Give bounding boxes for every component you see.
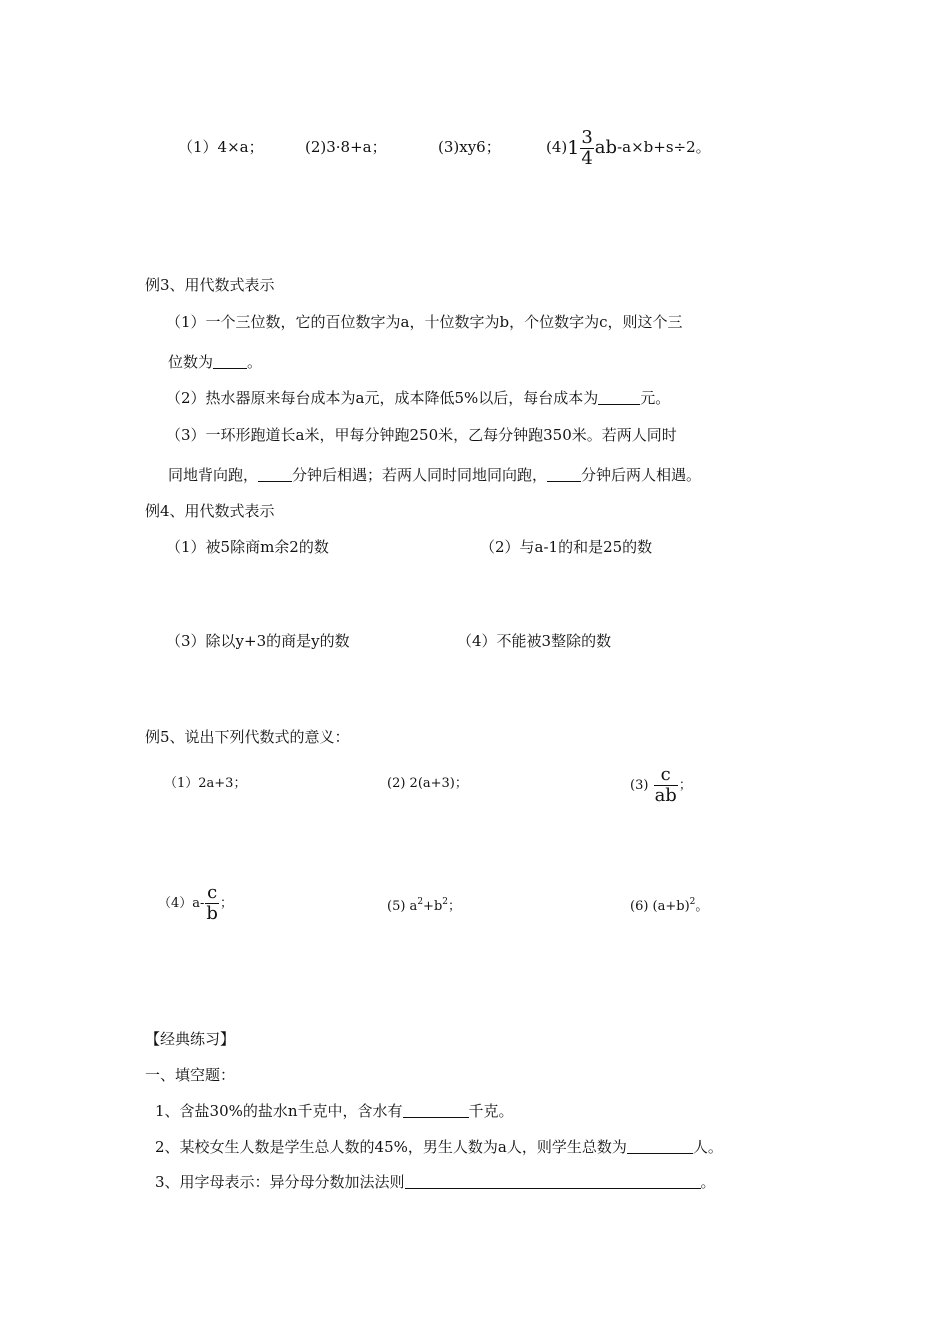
fraction-denominator: ab bbox=[654, 785, 677, 806]
fraction-3-4 bbox=[580, 126, 593, 169]
practice-heading: 【经典练习】 bbox=[145, 1030, 236, 1048]
example-4-q1: （1）被5除商m余2的数 bbox=[166, 538, 329, 556]
q4-label: （4）a- bbox=[158, 896, 205, 911]
practice-item-2 bbox=[155, 1137, 723, 1157]
item-4-ab: ab bbox=[594, 137, 618, 158]
q3-label: (3) bbox=[630, 778, 649, 793]
answer-blank[interactable] bbox=[258, 467, 292, 482]
fraction-c-over-b bbox=[205, 884, 219, 923]
q2-end: 元。 bbox=[640, 389, 671, 407]
q5-tail: ； bbox=[448, 899, 462, 914]
fraction-numerator: c bbox=[207, 882, 218, 903]
answer-blank[interactable] bbox=[403, 1103, 469, 1118]
practice-item-3 bbox=[155, 1172, 716, 1192]
answer-blank[interactable] bbox=[547, 467, 581, 482]
example-5-q2: (2) 2(a+3)； bbox=[387, 776, 468, 791]
item-3: (3)xy6； bbox=[438, 138, 501, 156]
q5-text: +b bbox=[423, 899, 443, 914]
fraction-denominator: 4 bbox=[581, 147, 593, 169]
example-5-q6 bbox=[630, 892, 708, 917]
exponent: 2 bbox=[689, 897, 696, 907]
example-4-title: 例4、用代数式表示 bbox=[145, 502, 275, 520]
example-5-q5 bbox=[387, 892, 461, 917]
exponent: 2 bbox=[442, 897, 448, 907]
item-1: （1）4×a； bbox=[178, 138, 264, 156]
item-2-end: 人。 bbox=[692, 1138, 723, 1156]
fraction-denominator: b bbox=[206, 903, 218, 924]
fraction-c-over-ab bbox=[654, 766, 678, 805]
q3-text-2: 分钟后相遇；若两人同时同地同向跑， bbox=[292, 466, 548, 484]
q1-text: 位数为 bbox=[168, 353, 214, 371]
example-3-q1-line2 bbox=[168, 352, 262, 372]
example-5-q3 bbox=[630, 766, 692, 805]
mixed-whole: 1 bbox=[567, 137, 580, 159]
item-2: (2)3·8+a； bbox=[305, 138, 387, 156]
q2-text: （2）热水器原来每台成本为a元，成本降低5%以后，每台成本为 bbox=[166, 389, 599, 407]
answer-blank[interactable] bbox=[213, 354, 247, 369]
example-3-q1-line1: （1）一个三位数，它的百位数字为a，十位数字为b，个位数字为c，则这个三 bbox=[166, 313, 683, 331]
answer-blank[interactable] bbox=[598, 390, 640, 405]
item-4-tail: -a×b+s÷2。 bbox=[617, 138, 711, 156]
example-3-q2 bbox=[166, 388, 670, 408]
practice-item-1 bbox=[155, 1101, 514, 1121]
item-4 bbox=[546, 127, 711, 168]
item-1-text: 1、含盐30%的盐水n千克中，含水有 bbox=[155, 1102, 403, 1120]
q6-tail: 。 bbox=[695, 899, 709, 914]
fraction-numerator: c bbox=[660, 764, 671, 785]
item-3-text: 3、用字母表示：异分母分数加法法则 bbox=[155, 1173, 405, 1191]
item-3-end: 。 bbox=[700, 1173, 716, 1191]
example-5-q4 bbox=[158, 884, 233, 923]
example-4-q2: （2）与a-1的和是25的数 bbox=[480, 538, 653, 556]
example-5-title: 例5、说出下列代数式的意义： bbox=[145, 728, 350, 746]
item-4-label: (4) bbox=[546, 138, 568, 156]
q1-end: 。 bbox=[247, 353, 263, 371]
example-3-q3-line2 bbox=[168, 465, 701, 485]
example-4-q3: （3）除以y+3的商是y的数 bbox=[166, 632, 350, 650]
q4-tail: ； bbox=[219, 896, 233, 911]
fill-in-section-title: 一、填空题： bbox=[145, 1066, 236, 1084]
q3-text-3: 分钟后两人相遇。 bbox=[581, 466, 702, 484]
answer-blank[interactable] bbox=[627, 1139, 693, 1154]
example-4-q4: （4）不能被3整除的数 bbox=[457, 632, 612, 650]
example-3-title: 例3、用代数式表示 bbox=[145, 276, 275, 294]
item-1-end: 千克。 bbox=[468, 1102, 514, 1120]
q5-text: (5) a bbox=[387, 899, 418, 914]
q3-text-1: 同地背向跑， bbox=[168, 466, 259, 484]
q3-tail: ； bbox=[678, 778, 692, 793]
example-3-q3-line1: （3）一环形跑道长a米，甲每分钟跑250米，乙每分钟跑350米。若两人同时 bbox=[166, 426, 677, 444]
example-5-q1: （1）2a+3； bbox=[164, 776, 247, 791]
answer-blank[interactable] bbox=[405, 1174, 701, 1189]
exponent: 2 bbox=[417, 897, 424, 907]
item-2-text: 2、某校女生人数是学生总人数的45%，男生人数为a人，则学生总数为 bbox=[155, 1138, 627, 1156]
fraction-numerator: 3 bbox=[581, 126, 593, 148]
q6-text: (6) (a+b) bbox=[630, 899, 690, 914]
